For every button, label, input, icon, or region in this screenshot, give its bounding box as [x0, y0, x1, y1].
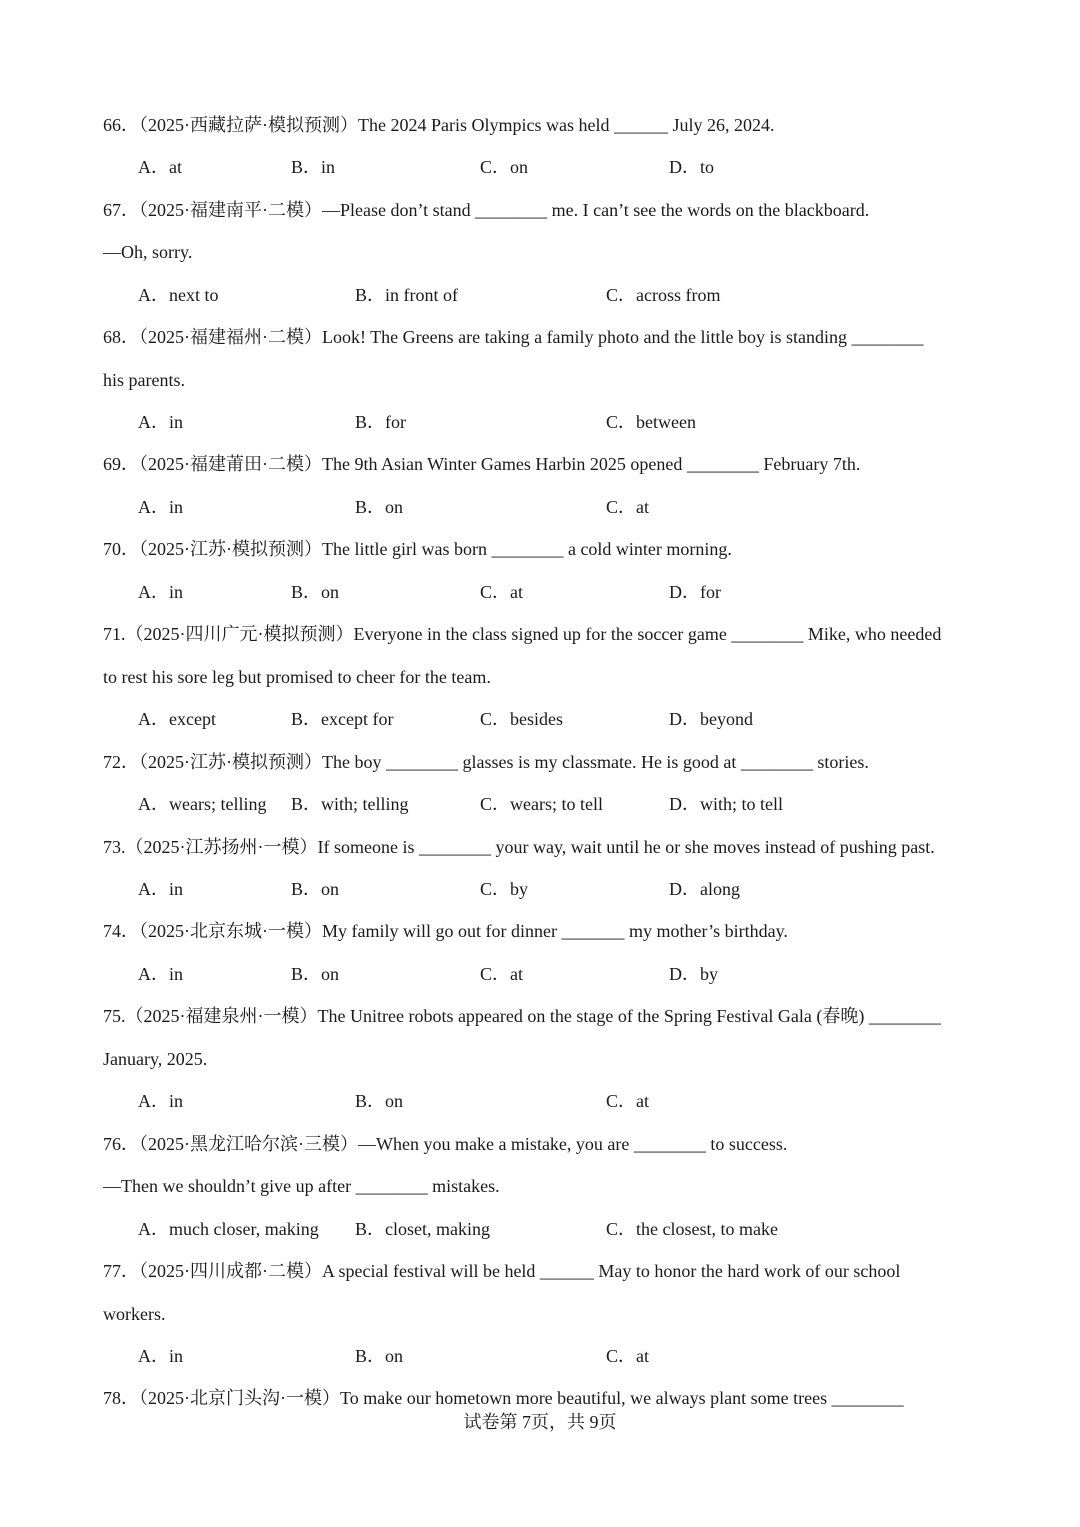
q66-option-d: D．to [669, 157, 714, 177]
question-68-text: 68．（2025·福建福州·二模）Look! The Greens are taking a family photo and the little boy is standing ________ [103, 327, 924, 347]
q73-option-a: A．in [138, 879, 183, 899]
q73-option-b: B．on [291, 879, 340, 899]
q68-option-b: B．for [355, 412, 406, 432]
page-footer: 试卷第 7页，共 9页 [463, 1412, 617, 1432]
question-71-text: 71.（2025·四川广元·模拟预测）Everyone in the class signed up for the soccer game ________ Mike, who needed [103, 624, 942, 644]
question-76-text-2: —Then we shouldn’t give up after ________ mistakes. [103, 1176, 500, 1196]
question-77-text: 77．（2025·四川成都·二模）A special festival will be held ______ May to honor the hard work of our school [103, 1261, 901, 1281]
q74-option-d: D．by [669, 964, 718, 984]
q77-option-a: A．in [138, 1346, 183, 1366]
question-75-text: 75.（2025·福建泉州·一模）The Unitree robots appeared on the stage of the Spring Festival Gala (春晚) ________ [103, 1006, 941, 1026]
question-67-text: 67．（2025·福建南平·二模）—Please don’t stand ________ me. I can’t see the words on the blackboard. [103, 200, 870, 220]
q67-option-b: B．in front of [355, 285, 458, 305]
q77-option-b: B．on [355, 1346, 404, 1366]
q69-option-c: C．at [606, 497, 649, 517]
question-77-text-2: workers. [103, 1304, 166, 1324]
q66-option-c: C．on [480, 157, 529, 177]
q75-option-b: B．on [355, 1091, 404, 1111]
q76-option-c: C．the closest, to make [606, 1219, 778, 1239]
q74-option-a: A．in [138, 964, 183, 984]
q77-option-c: C．at [606, 1346, 649, 1366]
q73-option-d: D．along [669, 879, 740, 899]
question-76-text: 76．（2025·黑龙江哈尔滨·三模）—When you make a mistake, you are ________ to success. [103, 1134, 788, 1154]
question-72-text: 72．（2025·江苏·模拟预测）The boy ________ glasses is my classmate. He is good at ________ stories. [103, 752, 869, 772]
question-75-text-2: January, 2025. [103, 1049, 208, 1069]
question-71-text-2: to rest his sore leg but promised to cheer for the team. [103, 667, 491, 687]
q70-option-a: A．in [138, 582, 183, 602]
q76-option-a: A．much closer, making [138, 1219, 319, 1239]
question-68-text-2: his parents. [103, 370, 185, 390]
q70-option-d: D．for [669, 582, 721, 602]
q71-option-d: D．beyond [669, 709, 753, 729]
q72-option-d: D．with; to tell [669, 794, 783, 814]
q76-option-b: B．closet, making [355, 1219, 490, 1239]
q67-option-c: C．across from [606, 285, 721, 305]
q72-option-a: A．wears; telling [138, 794, 267, 814]
question-70-text: 70．（2025·江苏·模拟预测）The little girl was born ________ a cold winter morning. [103, 539, 732, 559]
q75-option-c: C．at [606, 1091, 649, 1111]
q67-option-a: A．next to [138, 285, 219, 305]
q70-option-b: B．on [291, 582, 340, 602]
q71-option-b: B．except for [291, 709, 394, 729]
q69-option-b: B．on [355, 497, 404, 517]
q71-option-a: A．except [138, 709, 216, 729]
q74-option-c: C．at [480, 964, 523, 984]
q70-option-c: C．at [480, 582, 523, 602]
question-78-text: 78．（2025·北京门头沟·一模）To make our hometown more beautiful, we always plant some trees ________ [103, 1388, 904, 1408]
question-73-text: 73.（2025·江苏扬州·一模）If someone is ________ your way, wait until he or she moves instead of pushing past. [103, 837, 935, 857]
question-74-text: 74．（2025·北京东城·一模）My family will go out for dinner _______ my mother’s birthday. [103, 921, 788, 941]
q68-option-c: C．between [606, 412, 696, 432]
q66-option-a: A．at [138, 157, 182, 177]
q73-option-c: C．by [480, 879, 529, 899]
q66-option-b: B．in [291, 157, 336, 177]
q68-option-a: A．in [138, 412, 183, 432]
q71-option-c: C．besides [480, 709, 563, 729]
question-69-text: 69．（2025·福建莆田·二模）The 9th Asian Winter Games Harbin 2025 opened ________ February 7th. [103, 454, 861, 474]
question-66-text: 66．（2025·西藏拉萨·模拟预测）The 2024 Paris Olympics was held ______ July 26, 2024. [103, 115, 775, 135]
q72-option-c: C．wears; to tell [480, 794, 603, 814]
q69-option-a: A．in [138, 497, 183, 517]
question-67-text-2: —Oh, sorry. [103, 242, 193, 262]
q74-option-b: B．on [291, 964, 340, 984]
q72-option-b: B．with; telling [291, 794, 409, 814]
q75-option-a: A．in [138, 1091, 183, 1111]
